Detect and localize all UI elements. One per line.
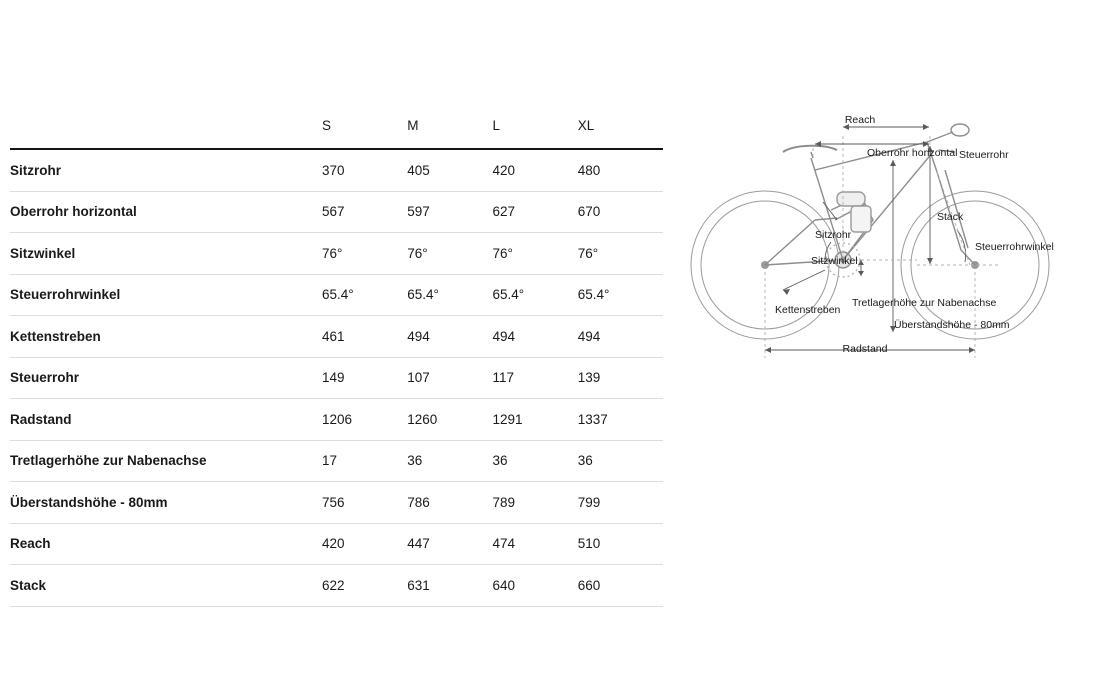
cell-xl: 480	[578, 149, 663, 191]
cell-l: 36	[492, 440, 577, 482]
table-header-row	[10, 112, 663, 149]
table-row	[10, 565, 663, 607]
cell-l: 789	[492, 482, 577, 524]
table-row	[10, 440, 663, 482]
cell-s: 461	[322, 316, 407, 358]
cell-l: 76°	[492, 233, 577, 275]
table-row	[10, 191, 663, 233]
row-label: Sitzrohr	[10, 149, 322, 191]
table-row	[10, 482, 663, 524]
cell-l: 494	[492, 316, 577, 358]
cell-l: 627	[492, 191, 577, 233]
cell-xl: 65.4°	[578, 274, 663, 316]
cell-m: 631	[407, 565, 492, 607]
cell-xl: 139	[578, 357, 663, 399]
diagram-label-ueberstandshoehe: Überstandshöhe - 80mm	[894, 319, 1010, 331]
table-head	[10, 112, 663, 149]
cell-l: 640	[492, 565, 577, 607]
row-label: Kettenstreben	[10, 316, 322, 358]
row-label: Steuerrohr	[10, 357, 322, 399]
cell-m: 36	[407, 440, 492, 482]
diagram-label-reach: Reach	[844, 114, 876, 126]
diagram-label-tretlagerhoehe: Tretlagerhöhe zur Nabenachse	[852, 297, 997, 309]
cell-s: 370	[322, 149, 407, 191]
cell-s: 622	[322, 565, 407, 607]
cell-xl: 494	[578, 316, 663, 358]
cell-l: 117	[492, 357, 577, 399]
cell-s: 756	[322, 482, 407, 524]
cell-s: 567	[322, 191, 407, 233]
table-body	[10, 149, 663, 606]
cell-m: 786	[407, 482, 492, 524]
cell-m: 76°	[407, 233, 492, 275]
row-label: Tretlagerhöhe zur Nabenachse	[10, 440, 322, 482]
cell-l: 474	[492, 523, 577, 565]
cell-m: 494	[407, 316, 492, 358]
row-label: Sitzwinkel	[10, 233, 322, 275]
cell-m: 107	[407, 357, 492, 399]
bike-geometry-diagram	[665, 100, 1113, 390]
cell-s: 17	[322, 440, 407, 482]
table-row	[10, 399, 663, 441]
cell-s: 76°	[322, 233, 407, 275]
diagram-label-stack: Stack	[937, 211, 964, 223]
cell-l: 420	[492, 149, 577, 191]
cell-xl: 799	[578, 482, 663, 524]
diagram-label-sitzrohr: Sitzrohr	[815, 229, 852, 241]
table-row	[10, 274, 663, 316]
col-header-m: M	[407, 118, 419, 134]
row-label: Überstandshöhe - 80mm	[10, 482, 322, 524]
cell-m: 1260	[407, 399, 492, 441]
row-label: Reach	[10, 523, 322, 565]
cell-s: 65.4°	[322, 274, 407, 316]
row-label: Radstand	[10, 399, 322, 441]
cell-m: 65.4°	[407, 274, 492, 316]
row-label: Oberrohr horizontal	[10, 191, 322, 233]
cell-xl: 510	[578, 523, 663, 565]
diagram-label-sitzwinkel: Sitzwinkel	[811, 255, 858, 267]
table-row	[10, 149, 663, 191]
cell-l: 1291	[492, 399, 577, 441]
cell-m: 597	[407, 191, 492, 233]
cell-s: 420	[322, 523, 407, 565]
cell-xl: 36	[578, 440, 663, 482]
col-header-xl: XL	[577, 118, 595, 134]
diagram-label-oberrohr: Oberrohr horizontal	[867, 147, 958, 159]
cell-m: 447	[407, 523, 492, 565]
cell-xl: 660	[578, 565, 663, 607]
cell-xl: 76°	[578, 233, 663, 275]
row-label: Stack	[10, 565, 322, 607]
cell-m: 405	[407, 149, 492, 191]
cell-s: 149	[322, 357, 407, 399]
diagram-label-steuerrohr: Steuerrohr	[959, 149, 1009, 161]
geometry-table-container	[10, 112, 663, 607]
cell-xl: 670	[578, 191, 663, 233]
geometry-table	[10, 112, 663, 607]
row-label: Steuerrohrwinkel	[10, 274, 322, 316]
diagram-label-steuerrohrwinkel: Steuerrohrwinkel	[975, 241, 1054, 253]
cell-s: 1206	[322, 399, 407, 441]
table-row	[10, 357, 663, 399]
col-header-attribute	[10, 112, 322, 149]
col-header-s: S	[321, 118, 331, 134]
diagram-label-kettenstreben: Kettenstreben	[775, 304, 841, 316]
bike-diagram-svg	[665, 100, 1113, 390]
table-row	[10, 233, 663, 275]
table-row	[10, 523, 663, 565]
cell-l: 65.4°	[492, 274, 577, 316]
table-row	[10, 316, 663, 358]
cell-xl: 1337	[578, 399, 663, 441]
col-header-l: L	[492, 118, 500, 134]
diagram-label-radstand: Radstand	[842, 343, 888, 355]
